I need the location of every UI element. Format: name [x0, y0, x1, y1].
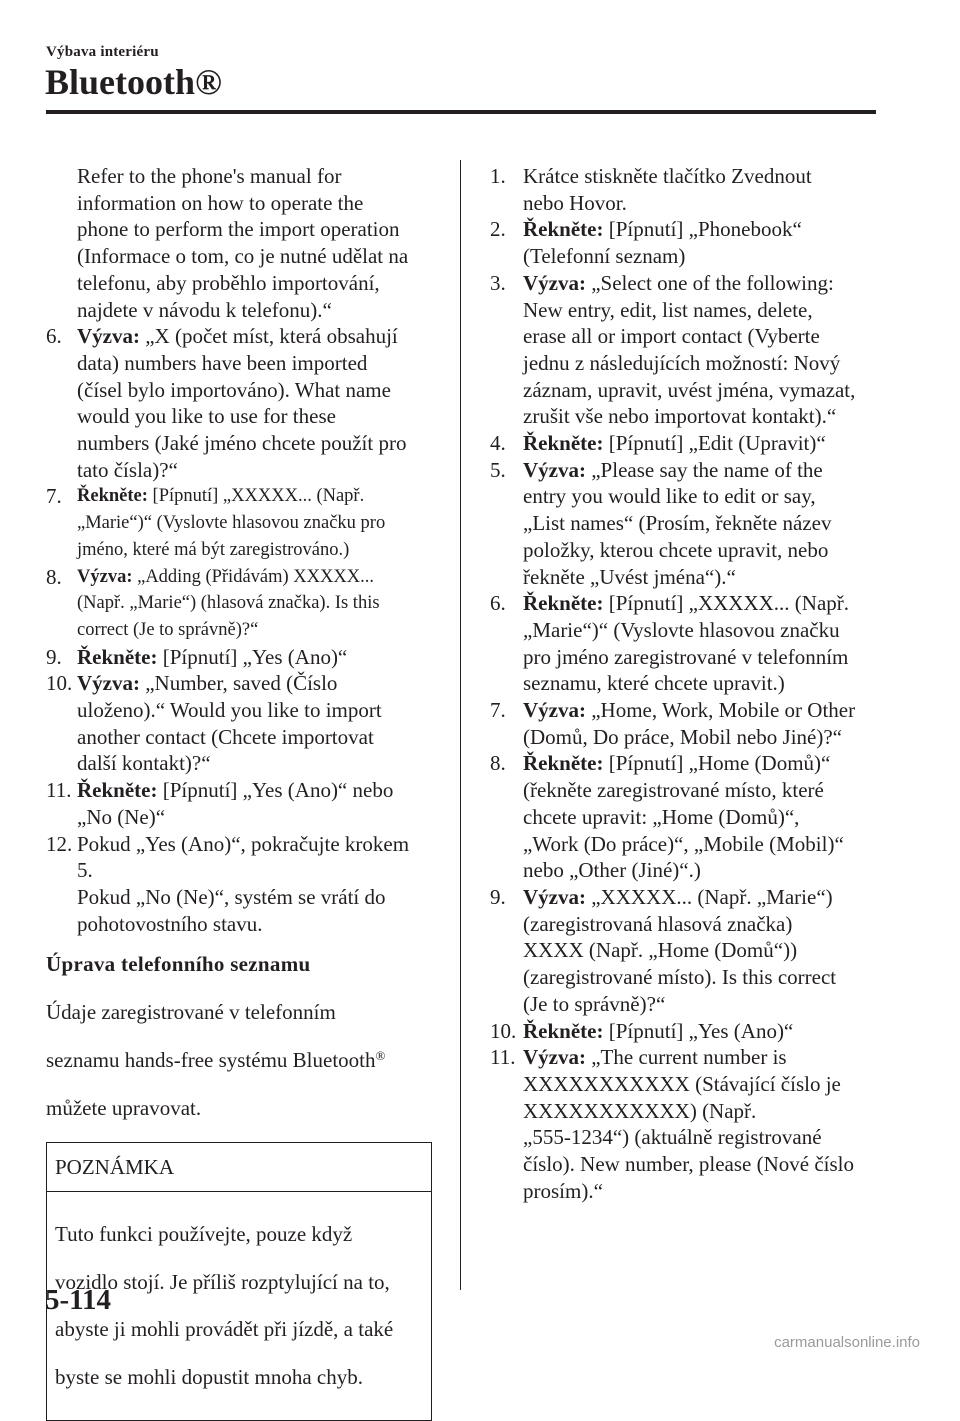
step-label: Výzva: — [523, 884, 586, 909]
step-9 — [490, 884, 880, 1018]
step-number: 6. — [490, 591, 506, 616]
step-text: entry you would like to edit or say, — [523, 484, 816, 509]
step-number: 9. — [46, 644, 62, 669]
note-line: Tuto funkci používejte, pouze když — [55, 1221, 353, 1246]
step-text: „List names“ (Prosím, řekněte název — [523, 511, 832, 536]
note-title: POZNÁMKA — [47, 1143, 431, 1192]
step-2 — [490, 216, 880, 269]
step-text: prosím).“ — [523, 1178, 603, 1203]
step-text: [Pípnutí] „Yes (Ano)“ — [608, 1018, 794, 1043]
step-text: řekněte „Uvést jména“).“ — [523, 564, 736, 589]
step-9 — [46, 644, 438, 671]
step-text: (zaregistrovaná hlasová značka) — [523, 911, 793, 936]
step-text: „Please say the name of the — [591, 457, 823, 482]
step-text: [Pípnutí] „Yes (Ano)“ nebo — [162, 778, 394, 803]
step-number: 7. — [490, 698, 506, 723]
left-column — [46, 163, 438, 1421]
step-label: Řekněte: — [523, 1018, 604, 1043]
step-label: Výzva: — [77, 324, 140, 349]
step-text: „Marie“)“ (Vyslovte hlasovou značku — [523, 617, 840, 642]
step-number: 3. — [490, 270, 506, 295]
step-text: číslo). New number, please (Nové číslo — [523, 1152, 854, 1177]
lead-line: phone to perform the import operation — [77, 217, 400, 242]
lead-line: Refer to the phone's manual for — [77, 164, 342, 188]
step-10 — [46, 670, 438, 777]
step-label: Řekněte: — [523, 431, 604, 456]
step-text: Krátce stiskněte tlačítko Zvednout — [523, 164, 812, 188]
lead-line: najdete v návodu k telefonu).“ — [77, 297, 332, 322]
step-text: XXXX (Např. „Home (Domů“)) — [523, 938, 798, 963]
intro-paragraph — [46, 999, 438, 1121]
step-text: jméno, které má být zaregistrováno.) — [77, 539, 350, 560]
step-text: 5. — [77, 858, 93, 883]
intro-line: Údaje zaregistrované v telefonním — [46, 1000, 336, 1025]
step-text: „Work (Do práce)“, „Mobile (Mobil)“ — [523, 831, 844, 856]
step-number: 11. — [490, 1045, 516, 1070]
step-text: XXXXXXXXXXX) (Např. — [523, 1098, 757, 1123]
section-heading: Úprava telefonního seznamu — [46, 952, 311, 977]
step-number: 2. — [490, 217, 506, 242]
step-text: „Marie“)“ (Vyslovte hlasovou značku pro — [77, 513, 386, 534]
step-label: Řekněte: — [77, 486, 148, 507]
step-text: uloženo).“ Would you like to import — [77, 698, 382, 723]
step-text: (Je to správně)?“ — [523, 991, 666, 1016]
step-8 — [490, 750, 880, 884]
step-text: „Home, Work, Mobile or Other — [591, 698, 856, 723]
step-label: Výzva: — [523, 457, 586, 482]
step-4 — [490, 430, 880, 457]
step-text: [Pípnutí] „XXXXX... (Např. — [608, 591, 850, 616]
step-text: [Pípnutí] „Edit (Upravit)“ — [608, 431, 826, 456]
step-number: 12. — [46, 831, 73, 856]
step-text: chcete upravit: „Home (Domů)“, — [523, 804, 800, 829]
step-text: zrušit vše nebo importovat kontakt).“ — [523, 404, 837, 429]
step-number: 10. — [490, 1018, 517, 1043]
note-line: abyste ji mohli provádět při jízdě, a také — [55, 1317, 394, 1342]
step-text: „XXXXX... (Např. „Marie“) — [591, 884, 833, 909]
step-number: 10. — [46, 671, 73, 696]
step-text: Pokud „No (Ne)“, systém se vrátí do — [77, 884, 386, 909]
step-label: Výzva: — [77, 566, 133, 587]
registered-mark: ® — [375, 1047, 386, 1063]
watermark: carmanualsonline.info — [774, 1334, 920, 1351]
step-11 — [46, 777, 438, 830]
step-label: Výzva: — [523, 1045, 586, 1070]
step-number: 4. — [490, 431, 506, 456]
step-3 — [490, 270, 880, 430]
note-box — [46, 1142, 432, 1421]
column-divider — [460, 160, 461, 1290]
step-text: erase all or import contact (Vyberte — [523, 324, 820, 349]
step-text: „555-1234“) (aktuálně registrované — [523, 1125, 822, 1150]
step-label: Řekněte: — [523, 591, 604, 616]
step-number: 11. — [46, 778, 72, 803]
lead-line: telefonu, aby proběhlo importování, — [77, 270, 380, 295]
step-text: seznamu, které chcete upravit.) — [523, 671, 785, 696]
step-text: (zaregistrované místo). Is this correct — [523, 965, 837, 990]
lead-line: information on how to operate the — [77, 190, 364, 215]
step-7 — [490, 697, 880, 750]
step-11 — [490, 1044, 880, 1204]
step-label: Řekněte: — [523, 217, 604, 242]
step-text: záznam, upravit, uvést jména, vymazat, — [523, 377, 856, 402]
step-label: Řekněte: — [77, 644, 158, 669]
step-number: 8. — [490, 751, 506, 776]
step-text: (čísel bylo importováno). What name — [77, 377, 391, 402]
header-rule — [46, 110, 876, 114]
step-6 — [46, 323, 438, 483]
step-text: „The current number is — [591, 1045, 787, 1070]
step-text: data) numbers have been imported — [77, 350, 368, 375]
step-label: Výzva: — [523, 270, 586, 295]
step-10 — [490, 1018, 880, 1045]
step-8 — [46, 564, 438, 644]
section-label: Výbava interiéru — [46, 44, 159, 60]
step-number: 6. — [46, 324, 62, 349]
step-label: Řekněte: — [523, 751, 604, 776]
step-6 — [490, 590, 880, 697]
step-number: 5. — [490, 457, 506, 482]
step-text: nebo Hovor. — [523, 190, 627, 215]
step-text: „No (Ne)“ — [77, 804, 166, 829]
step-text: [Pípnutí] „Yes (Ano)“ — [162, 644, 348, 669]
step-text: Pokud „Yes (Ano)“, pokračujte krokem — [77, 831, 410, 856]
step-text: (Domů, Do práce, Mobil nebo Jiné)?“ — [523, 724, 842, 749]
step-text: „Number, saved (Číslo — [145, 671, 338, 696]
lead-line: (Informace o tom, co je nutné udělat na — [77, 244, 409, 269]
lead-paragraph — [46, 163, 438, 323]
step-5 — [490, 457, 880, 591]
step-text: „Adding (Přidávám) XXXXX... — [137, 566, 374, 587]
step-text: XXXXXXXXXXX (Stávající číslo je — [523, 1071, 841, 1096]
intro-line: seznamu hands-free systému Bluetooth — [46, 1047, 376, 1072]
step-12 — [46, 831, 438, 938]
step-label: Řekněte: — [77, 778, 158, 803]
step-label: Výzva: — [77, 671, 140, 696]
step-label: Výzva: — [523, 698, 586, 723]
step-7 — [46, 483, 438, 563]
note-line: byste se mohli dopustit mnoha chyb. — [55, 1365, 363, 1390]
step-text: položky, kterou chcete upravit, nebo — [523, 537, 829, 562]
step-text: „Select one of the following: — [591, 270, 834, 295]
note-line: vozidlo stojí. Je příliš rozptylující na to, — [55, 1269, 390, 1294]
page-title: Bluetooth® — [45, 62, 222, 102]
step-text: numbers (Jaké jméno chcete použít pro — [77, 431, 407, 456]
step-text: (Např. „Marie“) (hlasová značka). Is this — [77, 593, 380, 614]
right-column — [490, 163, 880, 1204]
step-text: pohotovostního stavu. — [77, 911, 263, 936]
step-number: 1. — [490, 164, 506, 188]
step-text: would you like to use for these — [77, 404, 336, 429]
step-1 — [490, 163, 880, 216]
step-text: another contact (Chcete importovat — [77, 724, 374, 749]
page-number: 5-114 — [45, 1284, 112, 1316]
step-text: New entry, edit, list names, delete, — [523, 297, 813, 322]
step-number: 8. — [46, 564, 62, 589]
step-text: (Telefonní seznam) — [523, 244, 686, 269]
step-number: 7. — [46, 484, 62, 509]
step-text: „X (počet míst, která obsahují — [145, 324, 398, 349]
step-text: tato čísla)?“ — [77, 457, 178, 482]
step-text: pro jméno zaregistrované v telefonním — [523, 644, 849, 669]
step-text: další kontakt)?“ — [77, 751, 211, 776]
step-text: jednu z následujících možností: Nový — [523, 350, 841, 375]
step-text: (řekněte zaregistrované místo, které — [523, 778, 824, 803]
step-text: [Pípnutí] „Home (Domů)“ — [608, 751, 831, 776]
step-text: correct (Je to správně)?“ — [77, 619, 259, 640]
step-text: nebo „Other (Jiné)“.) — [523, 858, 701, 883]
step-text: [Pípnutí] „XXXXX... (Např. — [152, 486, 365, 507]
step-number: 9. — [490, 884, 506, 909]
step-text: [Pípnutí] „Phonebook“ — [608, 217, 802, 242]
intro-line: můžete upravovat. — [46, 1095, 202, 1120]
